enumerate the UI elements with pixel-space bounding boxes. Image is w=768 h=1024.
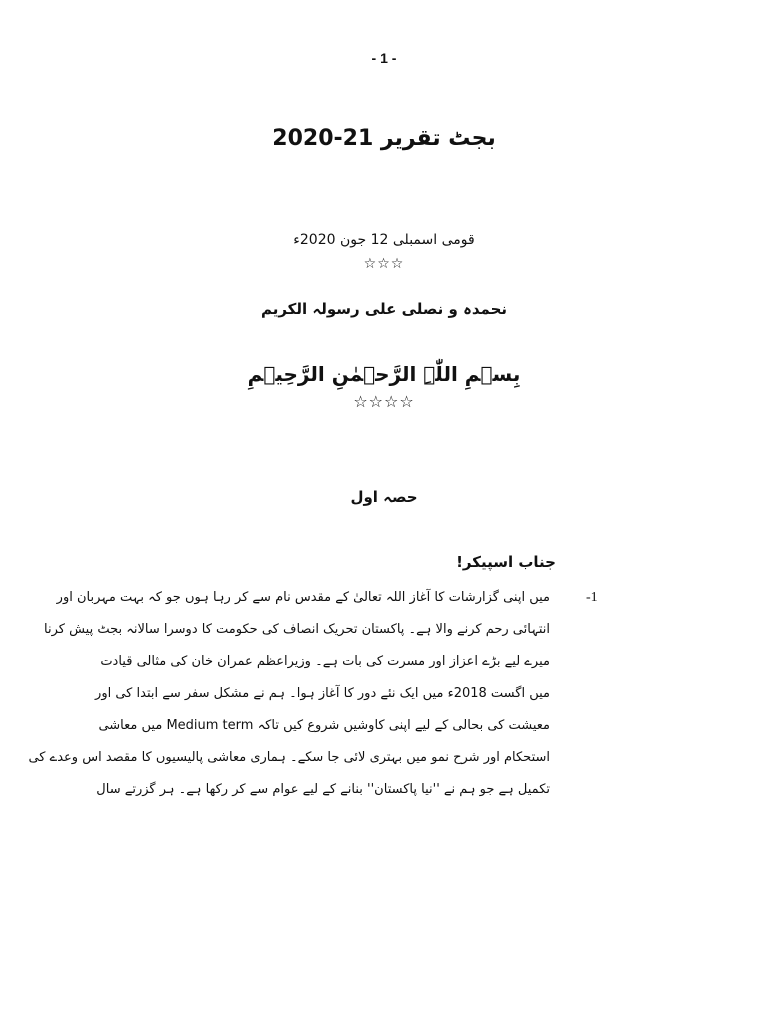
- paragraph-line: میں اپنی گزارشات کا آغاز اللہ تعالیٰ کے مقدس نام سے کر رہا ہوں جو کہ بہت مہربان اور: [56, 590, 550, 605]
- address-heading: جناب اسپیکر!: [456, 553, 556, 571]
- page-number: - 1 -: [371, 50, 397, 66]
- paragraph-line: میرے لیے بڑے اعزاز اور مسرت کی بات ہے۔ وزیراعظم عمران خان کی مثالی قیادت: [100, 654, 550, 669]
- salutation: نحمدہ و نصلی علی رسولہ الکریم: [260, 300, 508, 318]
- bismillah: بِسۡمِ اللّٰہِ الرَّحۡمٰنِ الرَّحِیۡمِ: [247, 362, 521, 386]
- paragraph-line: تکمیل ہے جو ہم نے ''نیا پاکستان'' بنانے کے لیے عوام سے کر رکھا ہے۔ ہر گزرتے سال: [96, 782, 550, 797]
- section-heading: حصہ اول: [350, 488, 418, 506]
- paragraph-line: انتہائی رحم کرنے والا ہے۔ پاکستان تحریک انصاف کی حکومت کا دوسرا سالانہ بجٹ پیش کرنا: [44, 622, 550, 637]
- stars-divider-four: ☆☆☆☆: [353, 392, 415, 411]
- paragraph-body: [28, 582, 550, 806]
- paragraph-line: معیشت کی بحالی کے لیے اپنی کاوشیں شروع کیں تاکہ Medium term میں معاشی: [98, 718, 550, 733]
- paragraph-line: میں اگست 2018ء میں ایک نئے دور کا آغاز ہوا۔ ہم نے مشکل سفر سے ابتدا کی اور: [95, 686, 550, 701]
- paragraph-number: -1: [586, 590, 598, 605]
- date-line: قومی اسمبلی 12 جون 2020ء: [293, 232, 475, 248]
- paragraph-line: استحکام اور شرح نمو میں بہتری لائی جا سکے۔ ہماری معاشی پالیسیوں کا مقصد اس وعدے کی: [28, 750, 550, 765]
- document-title: بجٹ تقریر 21-2020: [272, 126, 496, 151]
- stars-divider-three: ☆☆☆: [363, 256, 405, 272]
